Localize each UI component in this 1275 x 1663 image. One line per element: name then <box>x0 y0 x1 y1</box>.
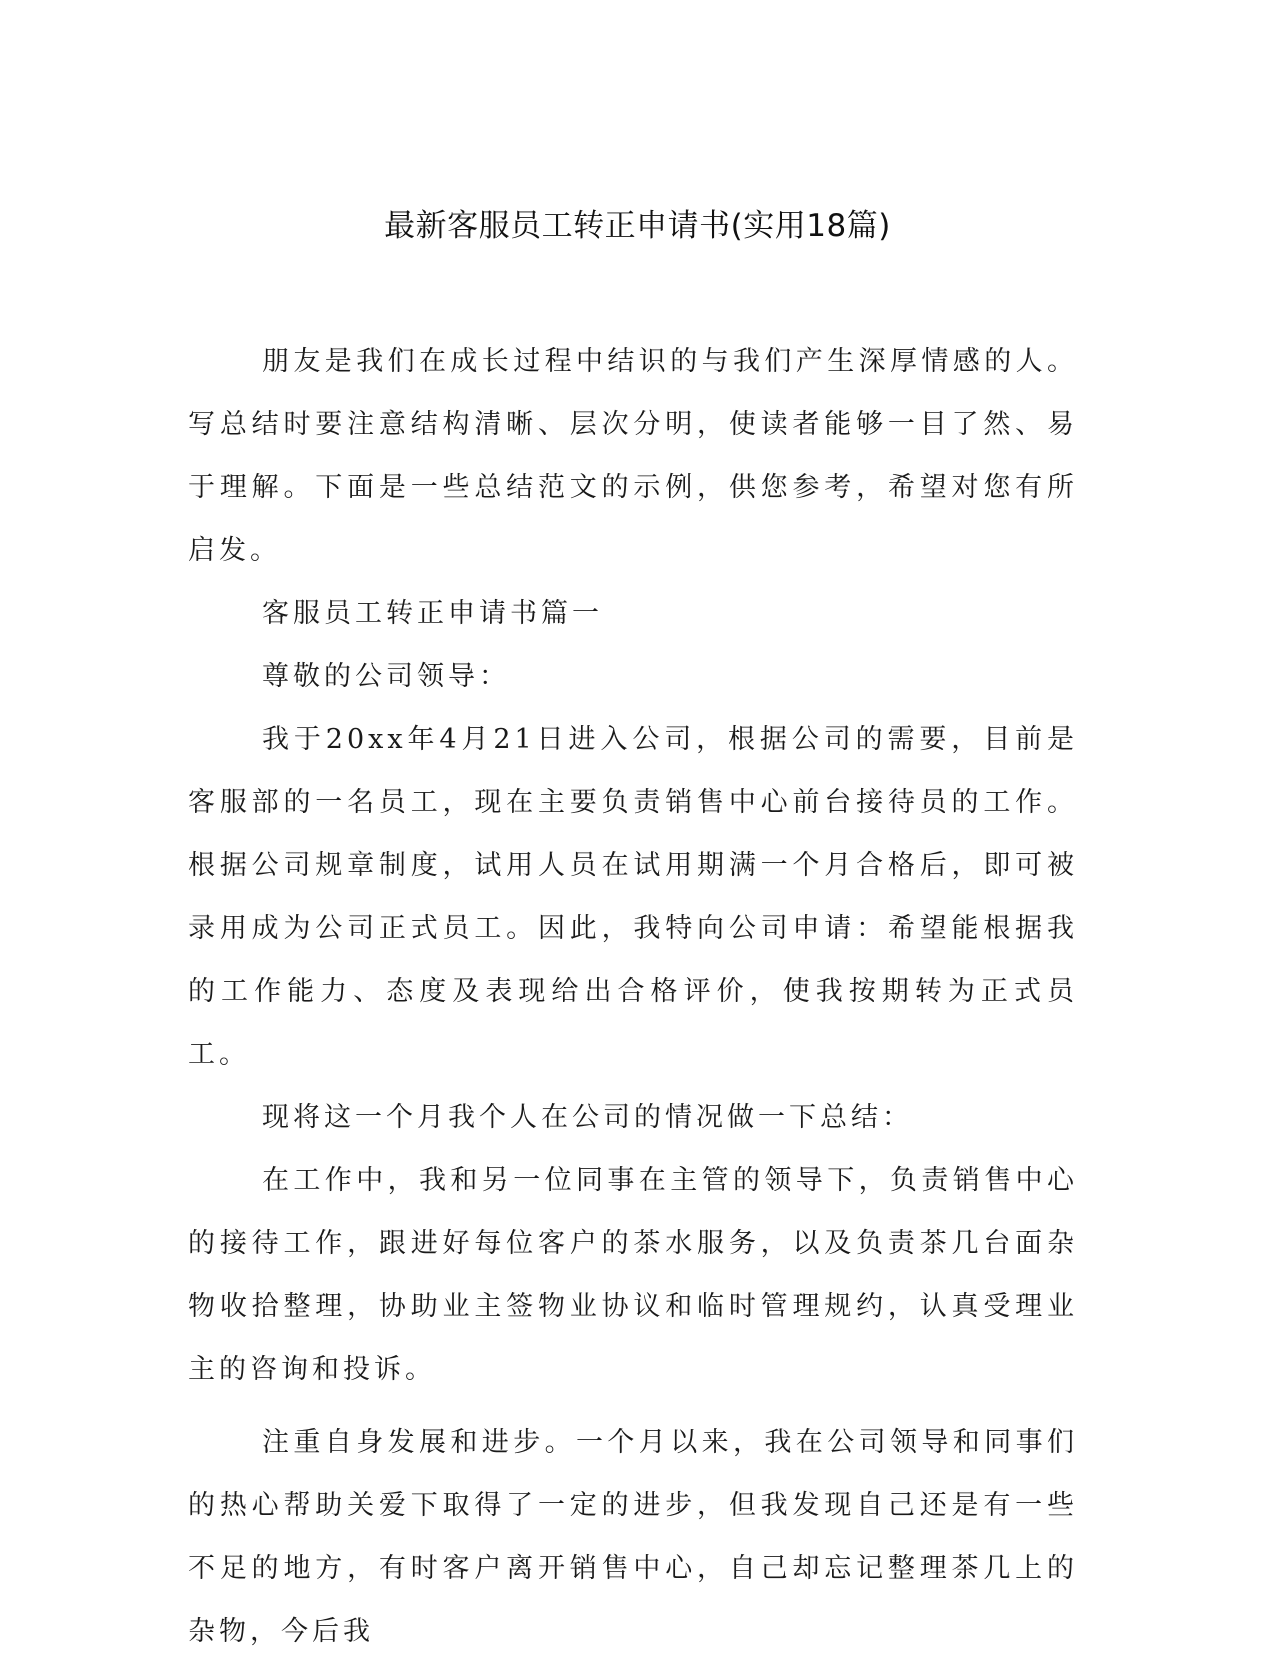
salutation: 尊敬的公司领导： <box>262 661 510 692</box>
intro-paragraph: 朋友是我们在成长过程中结识的与我们产生深厚情感的人。写总结时要注意结构清晰、层次分明，使读者能够一目了然、易于理解。下面是一些总结范文的示例，供您参考，希望对您有所启发。 <box>188 346 1078 566</box>
body-paragraph: 我于20xx年4月21日进入公司，根据公司的需要，目前是客服部的一名员工，现在主要负责销售中心前台接待员的工作。根据公司规章制度，试用人员在试用期满一个月合格后，即可被录用成为公司正式员工。因此，我特向公司申请：希望能根据我的工作能力、态度及表现给出合格评价，使我按期转为正式员工。 <box>188 724 1078 1070</box>
body-paragraph: 在工作中，我和另一位同事在主管的领导下，负责销售中心的接待工作，跟进好每位客户的茶水服务，以及负责茶几台面杂物收拾整理，协助业主签物业协议和临时管理规约，认真受理业主的咨询和投诉。 <box>188 1165 1078 1385</box>
section-heading: 客服员工转正申请书篇一 <box>262 598 603 629</box>
body-paragraph: 注重自身发展和进步。一个月以来，我在公司领导和同事们的热心帮助关爱下取得了一定的进步，但我发现自己还是有一些不足的地方，有时客户离开销售中心，自己却忘记整理茶几上的杂物，今后我 <box>188 1427 1078 1647</box>
document-title: 最新客服员工转正申请书(实用18篇) <box>384 208 891 244</box>
body-paragraph: 现将这一个月我个人在公司的情况做一下总结： <box>262 1102 913 1133</box>
document-body <box>188 330 1078 1663</box>
